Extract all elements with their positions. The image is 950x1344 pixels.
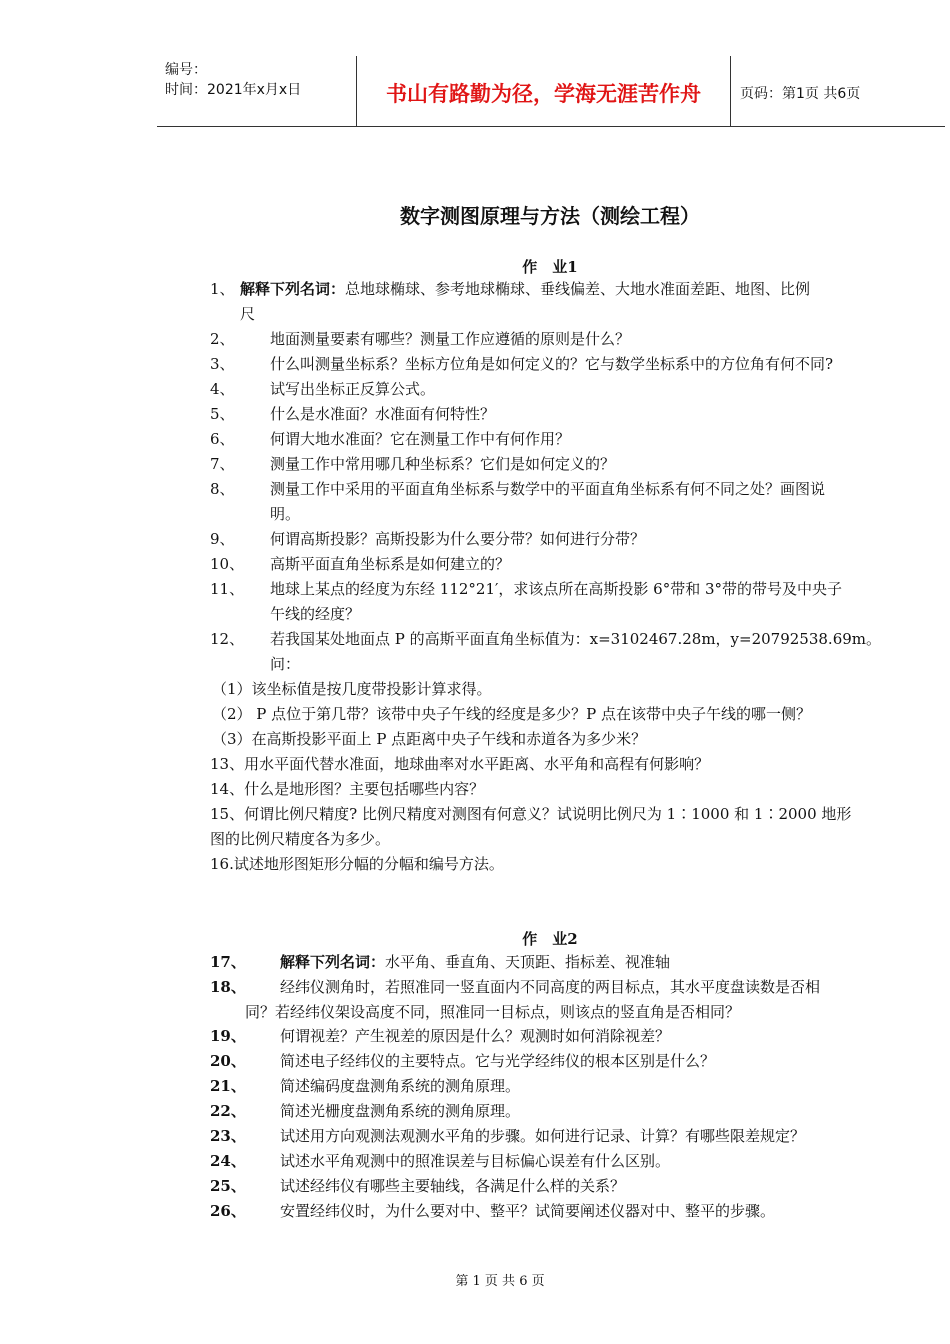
sub-question: （1）该坐标值是按几度带投影计算求得。 bbox=[212, 680, 492, 698]
question-number: 18、 bbox=[210, 978, 246, 996]
header-divider bbox=[730, 56, 731, 126]
motto: 书山有路勤为径，学海无涯苦作舟 bbox=[386, 82, 701, 106]
page-header bbox=[157, 56, 945, 127]
page-label: 页码：第1页 共6页 bbox=[740, 86, 861, 102]
sub-question: （2） P 点位于第几带？该带中央子午线的经度是多少？P 点在该带中央子午线的哪一侧？ bbox=[212, 705, 812, 723]
question-text: 若我国某处地面点 P 的高斯平面直角坐标值为：x=3102467.28m，y=20792538.69m。 bbox=[270, 630, 882, 648]
question-text: 简述编码度盘测角系统的测角原理。 bbox=[280, 1077, 521, 1095]
homework-2-heading: 作 业2 bbox=[522, 930, 578, 948]
question-line: 14、什么是地形图？主要包括哪些内容？ bbox=[210, 780, 485, 798]
question-text: 安置经纬仪时，为什么要对中、整平？试简要阐述仪器对中、整平的步骤。 bbox=[280, 1202, 776, 1220]
question-line: 图的比例尺精度各为多少。 bbox=[210, 830, 391, 848]
question-number: 1、 bbox=[210, 280, 235, 298]
question-number: 6、 bbox=[210, 430, 235, 448]
question-text: 何谓高斯投影？高斯投影为什么要分带？如何进行分带？ bbox=[270, 530, 646, 548]
question-text: 测量工作中采用的平面直角坐标系与数学中的平面直角坐标系有何不同之处？画图说 bbox=[270, 480, 826, 498]
question-text: 解释下列名词：水平角、垂直角、天顶距、指标差、视准轴 bbox=[280, 953, 671, 971]
question-number: 5、 bbox=[210, 405, 235, 423]
question-text: 地球上某点的经度为东经 112°21′，求该点所在高斯投影 6°带和 3°带的带号及中央子 bbox=[270, 580, 843, 598]
question-line: 15、何谓比例尺精度? 比例尺精度对测图有何意义？试说明比例尺为 1∶1000 和 1∶2000 地形 bbox=[210, 805, 852, 823]
question-number: 26、 bbox=[210, 1202, 246, 1220]
question-number: 10、 bbox=[210, 555, 245, 573]
homework-1-heading: 作 业1 bbox=[522, 258, 578, 276]
question-text: 试述水平角观测中的照准误差与目标偏心误差有什么区别。 bbox=[280, 1152, 671, 1170]
question-number: 25、 bbox=[210, 1177, 246, 1195]
question-text: 解释下列名词：总地球椭球、参考地球椭球、垂线偏差、大地水准面差距、地图、比例 bbox=[240, 280, 811, 298]
question-line: 16.试述地形图矩形分幅的分幅和编号方法。 bbox=[210, 855, 504, 873]
question-text: 地面测量要素有哪些？测量工作应遵循的原则是什么？ bbox=[270, 330, 631, 348]
question-text: 什么叫测量坐标系？坐标方位角是如何定义的？它与数学坐标系中的方位角有何不同? bbox=[270, 355, 834, 373]
question-number: 11、 bbox=[210, 580, 245, 598]
question-number: 4、 bbox=[210, 380, 235, 398]
question-text-cont: 明。 bbox=[270, 505, 301, 523]
question-line: 13、用水平面代替水准面，地球曲率对水平距离、水平角和高程有何影响？ bbox=[210, 755, 710, 773]
question-text: 试述用方向观测法观测水平角的步骤。如何进行记录、计算？有哪些限差规定？ bbox=[280, 1127, 806, 1145]
question-text: 高斯平面直角坐标系是如何建立的？ bbox=[270, 555, 511, 573]
question-text: 何谓大地水准面？它在测量工作中有何作用？ bbox=[270, 430, 571, 448]
question-number: 3、 bbox=[210, 355, 235, 373]
question-number: 9、 bbox=[210, 530, 235, 548]
question-text: 测量工作中常用哪几种坐标系？它们是如何定义的？ bbox=[270, 455, 616, 473]
question-text: 试述经纬仪有哪些主要轴线，各满足什么样的关系？ bbox=[280, 1177, 626, 1195]
question-text-cont: 同？若经纬仪架设高度不同，照准同一目标点，则该点的竖直角是否相同？ bbox=[245, 1003, 741, 1021]
question-number: 21、 bbox=[210, 1077, 246, 1095]
question-number: 19、 bbox=[210, 1027, 246, 1045]
question-number: 7、 bbox=[210, 455, 235, 473]
question-number: 23、 bbox=[210, 1127, 246, 1145]
question-text-cont: 问： bbox=[270, 655, 301, 673]
question-number: 8、 bbox=[210, 480, 235, 498]
sub-question: （3）在高斯投影平面上 P 点距离中央子午线和赤道各为多少米？ bbox=[212, 730, 647, 748]
question-text: 什么是水准面？水准面有何特性？ bbox=[270, 405, 496, 423]
time-label: 时间：2021年x月x日 bbox=[165, 82, 302, 98]
question-text-cont: 午线的经度？ bbox=[270, 605, 361, 623]
document-title: 数字测图原理与方法（测绘工程） bbox=[400, 204, 700, 228]
question-text-cont: 尺 bbox=[240, 305, 256, 323]
question-number: 2、 bbox=[210, 330, 235, 348]
question-number: 17、 bbox=[210, 953, 246, 971]
question-text: 试写出坐标正反算公式。 bbox=[270, 380, 436, 398]
page-footer: 第 1 页 共 6 页 bbox=[455, 1274, 545, 1289]
question-text: 简述电子经纬仪的主要特点。它与光学经纬仪的根本区别是什么？ bbox=[280, 1052, 716, 1070]
question-number: 22、 bbox=[210, 1102, 246, 1120]
question-text: 何谓视差？产生视差的原因是什么？观测时如何消除视差？ bbox=[280, 1027, 671, 1045]
question-text: 简述光栅度盘测角系统的测角原理。 bbox=[280, 1102, 521, 1120]
number-label: 编号： bbox=[165, 62, 207, 78]
question-number: 12、 bbox=[210, 630, 245, 648]
question-text: 经纬仪测角时，若照准同一竖直面内不同高度的两目标点，其水平度盘读数是否相 bbox=[280, 978, 821, 996]
header-meta bbox=[165, 60, 301, 100]
question-number: 20、 bbox=[210, 1052, 246, 1070]
question-number: 24、 bbox=[210, 1152, 246, 1170]
